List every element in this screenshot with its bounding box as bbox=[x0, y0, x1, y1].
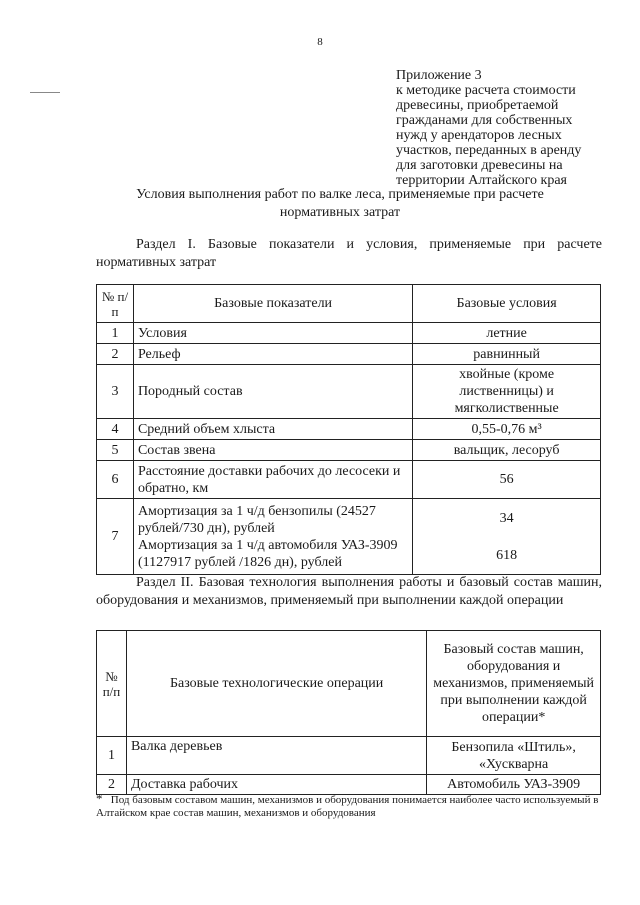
header-indicator: Базовые показатели bbox=[133, 285, 412, 323]
row-operation: Доставка рабочих bbox=[126, 775, 426, 795]
section-1-text: Раздел I. Базовые показатели и условия, применяемые при расчете нормативных затрат bbox=[96, 237, 602, 270]
title-line-2: нормативных затрат bbox=[279, 205, 401, 220]
amortization-vehicle: Амортизация за 1 ч/д автомобиля УАЗ-3909 (1127917 рублей /1826 дн), рублей bbox=[137, 537, 398, 570]
base-indicators-table bbox=[96, 284, 601, 575]
row-indicator bbox=[133, 499, 412, 575]
row-operation: Валка деревьев bbox=[126, 737, 426, 775]
row-num: 7 bbox=[97, 499, 134, 575]
table-row bbox=[97, 440, 601, 461]
appendix-line: участков, переданных в аренду bbox=[396, 143, 582, 158]
footnote-text: Под базовым составом машин, механизмов и оборудования понимается наиболее часто используемый в Алтайском крае состав машин, механизмов и оборудования bbox=[96, 794, 599, 819]
row-indicator: Породный состав bbox=[133, 365, 412, 419]
row-condition: летние bbox=[413, 323, 601, 344]
row-indicator: Состав звена bbox=[133, 440, 412, 461]
row-num: 1 bbox=[97, 737, 127, 775]
row-num: 1 bbox=[97, 323, 134, 344]
row-condition: 56 bbox=[413, 461, 601, 499]
appendix-line: для заготовки древесины на bbox=[396, 158, 563, 173]
footnote bbox=[96, 792, 602, 820]
amortization-chainsaw: Амортизация за 1 ч/д бензопилы (24527 рублей/730 дн), рублей bbox=[137, 503, 376, 536]
row-num: 2 bbox=[97, 344, 134, 365]
header-operation: Базовые технологические операции bbox=[126, 631, 426, 737]
row-equipment: Автомобиль УАЗ-3909 bbox=[427, 775, 601, 795]
appendix-line: Приложение 3 bbox=[396, 68, 482, 83]
table-row bbox=[97, 461, 601, 499]
table-header-row bbox=[97, 631, 601, 737]
row-indicator: Условия bbox=[133, 323, 412, 344]
table-row bbox=[97, 499, 601, 575]
table-row bbox=[97, 323, 601, 344]
margin-mark bbox=[30, 92, 60, 93]
appendix-line: гражданами для собственных bbox=[396, 113, 573, 128]
section-1-heading bbox=[96, 236, 602, 272]
row-condition bbox=[413, 499, 601, 575]
row-num: 3 bbox=[97, 365, 134, 419]
technology-table bbox=[96, 630, 601, 795]
header-condition: Базовые условия bbox=[413, 285, 601, 323]
row-condition: равнинный bbox=[413, 344, 601, 365]
row-num: 4 bbox=[97, 419, 134, 440]
amortization-chainsaw-value: 34 bbox=[499, 510, 514, 526]
section-2-heading bbox=[96, 574, 602, 610]
row-indicator: Расстояние доставки рабочих до лесосеки и обратно, км bbox=[133, 461, 412, 499]
row-indicator: Средний объем хлыста bbox=[133, 419, 412, 440]
table-row bbox=[97, 365, 601, 419]
appendix-heading bbox=[396, 68, 606, 188]
appendix-line: нужд у арендаторов лесных bbox=[396, 128, 562, 143]
row-num: 6 bbox=[97, 461, 134, 499]
appendix-line: территории Алтайского края bbox=[396, 173, 567, 188]
row-indicator: Рельеф bbox=[133, 344, 412, 365]
row-num: 5 bbox=[97, 440, 134, 461]
row-equipment: Бензопила «Штиль», «Хускварна bbox=[427, 737, 601, 775]
header-equipment: Базовый состав машин, оборудования и механизмов, применяемый при выполнении каждой операции* bbox=[427, 631, 601, 737]
title-line-1: Условия выполнения работ по валке леса, применяемые при расчете bbox=[136, 187, 544, 202]
row-condition: вальщик, лесоруб bbox=[413, 440, 601, 461]
table-row bbox=[97, 344, 601, 365]
row-condition: хвойные (кроме лиственницы) и мягколиственные bbox=[413, 365, 601, 419]
document-title bbox=[100, 186, 580, 222]
row-condition: 0,55-0,76 м³ bbox=[413, 419, 601, 440]
header-num: № п/п bbox=[97, 631, 127, 737]
page-number: 8 bbox=[317, 36, 323, 48]
footnote-star: * bbox=[96, 791, 103, 806]
table-row bbox=[97, 737, 601, 775]
table-header-row bbox=[97, 285, 601, 323]
appendix-line: к методике расчета стоимости bbox=[396, 83, 576, 98]
table-row bbox=[97, 419, 601, 440]
header-num: № п/п bbox=[97, 285, 134, 323]
appendix-line: древесины, приобретаемой bbox=[396, 98, 559, 113]
section-2-text: Раздел II. Базовая технология выполнения работы и базовый состав машин, оборудования и механизмов, применяемый при выполнении каждой операции bbox=[96, 575, 602, 608]
row-num: 2 bbox=[97, 775, 127, 795]
amortization-vehicle-value: 618 bbox=[496, 547, 518, 563]
